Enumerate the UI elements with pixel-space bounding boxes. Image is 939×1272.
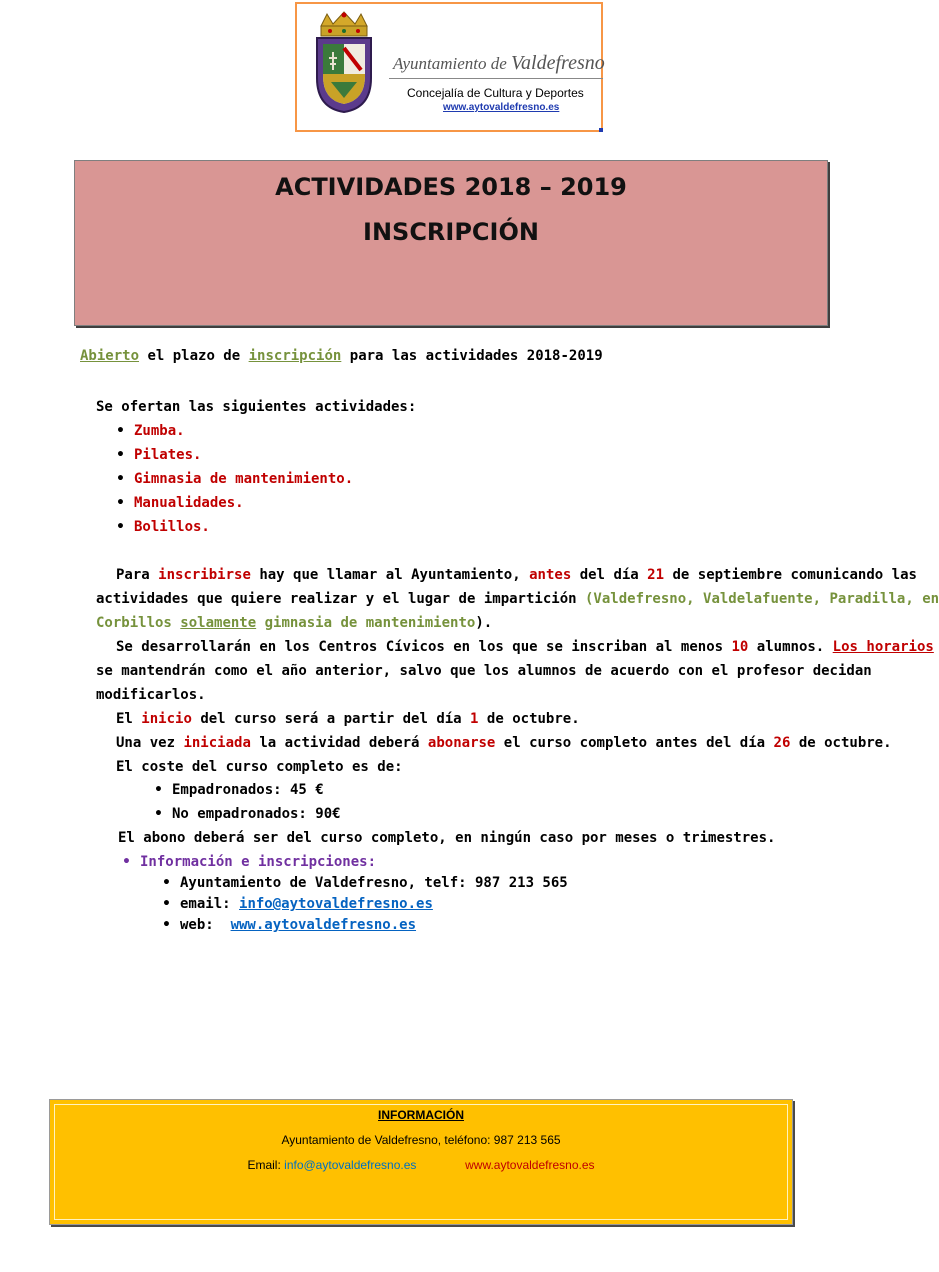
activity-item: • Manualidades.: [134, 495, 244, 511]
word: en: [922, 591, 939, 607]
logo-divider: [389, 78, 603, 79]
word: acuerdo: [610, 663, 670, 679]
activity-item: • Pilates.: [134, 447, 201, 463]
word: antes: [529, 567, 572, 583]
word: los: [284, 639, 310, 655]
word: decidan: [812, 663, 872, 679]
logo-box: [295, 2, 603, 132]
text-solamente: solamente: [180, 615, 257, 631]
text-abonarse: abonarse: [427, 735, 496, 751]
word: se: [546, 639, 563, 655]
word: (Valdefresno,: [585, 591, 695, 607]
word: Ayuntamiento,: [411, 567, 521, 583]
word: que: [450, 663, 476, 679]
word: anterior,: [315, 663, 392, 679]
text-inicio: inicio: [141, 711, 192, 727]
cost-heading: El coste del curso completo es de:: [116, 759, 403, 775]
info-web-link[interactable]: www.aytovaldefresno.es: [230, 917, 417, 933]
text-el: El: [116, 711, 133, 727]
text-start-desc: del curso será a partir del día: [200, 711, 462, 727]
text-start-day: 1: [470, 711, 479, 727]
word: Los horarios: [832, 639, 934, 655]
paragraph-centers-line-1: [116, 639, 934, 655]
footer-phone: Ayuntamiento de Valdefresno, teléfono: 987 213 565: [281, 1133, 561, 1147]
logo-corner-marker: [599, 128, 603, 132]
activity-item: • Gimnasia de mantenimiento.: [134, 471, 353, 487]
department-name: Concejalía de Cultura y Deportes: [407, 86, 584, 100]
intro-rest: para las actividades 2018-2019: [349, 348, 603, 364]
intro-line: [80, 348, 603, 364]
intro-el-plazo: el plazo de: [147, 348, 241, 364]
word: quiere: [230, 591, 282, 607]
footer-email-link[interactable]: info@aytovaldefresno.es: [284, 1158, 417, 1172]
word: al: [385, 567, 403, 583]
word: con: [677, 663, 704, 679]
word: el: [382, 591, 400, 607]
cost-item: • Empadronados: 45 €: [172, 782, 324, 798]
activity-item: • Zumba.: [134, 423, 185, 439]
word: realizar: [289, 591, 358, 607]
text-una-vez: Una vez: [116, 735, 176, 751]
word: de: [585, 663, 602, 679]
word: hay: [259, 567, 285, 583]
word: en: [453, 639, 471, 655]
word: en: [259, 639, 277, 655]
word: Centros: [318, 639, 378, 655]
cost-item: • No empadronados: 90€: [172, 806, 341, 822]
word: comunicando: [790, 567, 884, 583]
town-name-main: Valdefresno: [511, 52, 605, 74]
word: mantendrán: [121, 663, 206, 679]
info-email-label: email:: [180, 896, 231, 912]
payment-note: El abono deberá ser del curso completo, en ningún caso por meses o trimestres.: [118, 830, 776, 846]
paragraph-registration-line-2: [96, 591, 939, 607]
word: de: [458, 591, 476, 607]
word: 10: [731, 639, 749, 655]
footer-email-label: Email:: [247, 1158, 281, 1172]
banner-subtitle: INSCRIPCIÓN: [363, 218, 539, 246]
text-actividad: la actividad deberá: [259, 735, 420, 751]
word: inscribirse: [158, 567, 251, 583]
word: desarrollarán: [141, 639, 251, 655]
word: alumnos.: [756, 639, 825, 655]
intro-abierto: Abierto: [80, 348, 140, 364]
info-web-line: [180, 917, 416, 933]
text-gimnasia: gimnasia de mantenimiento: [264, 615, 476, 631]
word: 21: [647, 567, 665, 583]
word: Se: [116, 639, 133, 655]
paragraph-centers-line-2: [96, 663, 872, 679]
word: los: [478, 639, 504, 655]
word: Valdelafuente,: [703, 591, 822, 607]
text-deadline-month: de octubre.: [798, 735, 892, 751]
activities-heading: Se ofertan las siguientes actividades:: [96, 399, 417, 415]
word: lugar: [407, 591, 451, 607]
paragraph-start-date: [116, 711, 580, 727]
word: impartición: [483, 591, 577, 607]
word: salvo: [399, 663, 442, 679]
word: día: [613, 567, 639, 583]
word: que: [197, 591, 223, 607]
info-web-label: web:: [180, 917, 214, 933]
word: se: [96, 663, 113, 679]
word: alumnos: [517, 663, 577, 679]
text-iniciada: iniciada: [183, 735, 251, 751]
word: septiembre: [697, 567, 783, 583]
word: menos: [680, 639, 724, 655]
locality-corbillos: Corbillos: [96, 615, 172, 631]
word: llamar: [326, 567, 378, 583]
banner-title: ACTIVIDADES 2018 – 2019: [275, 173, 627, 201]
footer-heading: INFORMACIÓN: [378, 1108, 464, 1122]
word: las: [891, 567, 917, 583]
info-phone: • Ayuntamiento de Valdefresno, telf: 987 213 565: [180, 875, 568, 891]
word: actividades: [96, 591, 189, 607]
word: Cívicos: [385, 639, 445, 655]
text-start-month: de octubre.: [486, 711, 580, 727]
info-email-link[interactable]: info@aytovaldefresno.es: [239, 896, 433, 912]
footer-web-link[interactable]: www.aytovaldefresno.es: [465, 1158, 595, 1172]
intro-inscripcion: inscripción: [248, 348, 342, 364]
info-heading: • Información e inscripciones:: [140, 854, 376, 870]
word: que: [512, 639, 538, 655]
paragraph-centers-line-3: modificarlos.: [96, 687, 206, 703]
word: los: [483, 663, 510, 679]
town-name: Ayuntamiento de Valdefresno: [393, 52, 605, 74]
text-curso-completo: el curso completo antes del día: [503, 735, 766, 751]
footer-info-box: [49, 1099, 793, 1225]
coat-of-arms-icon: [313, 12, 375, 114]
logo-website-link[interactable]: www.aytovaldefresno.es: [443, 102, 560, 113]
text-close-paren: ).: [475, 615, 493, 631]
paragraph-payment-deadline: [116, 735, 892, 751]
paragraph-registration-line-3: [96, 615, 492, 631]
word: Para: [116, 567, 150, 583]
title-banner: [74, 160, 828, 326]
footer-contact-line: [50, 1158, 792, 1172]
activity-item: • Bolillos.: [134, 519, 210, 535]
word: inscriban: [571, 639, 648, 655]
word: y: [365, 591, 375, 607]
word: que: [293, 567, 319, 583]
word: el: [711, 663, 729, 679]
word: año: [281, 663, 307, 679]
word: como: [214, 663, 248, 679]
word: de: [672, 567, 690, 583]
paragraph-registration-line-1: [116, 567, 917, 583]
word: al: [655, 639, 673, 655]
word: del: [579, 567, 605, 583]
word: el: [256, 663, 274, 679]
word: Paradilla,: [829, 591, 914, 607]
info-email-line: [180, 896, 433, 912]
word: profesor: [736, 663, 805, 679]
text-deadline-day: 26: [773, 735, 791, 751]
